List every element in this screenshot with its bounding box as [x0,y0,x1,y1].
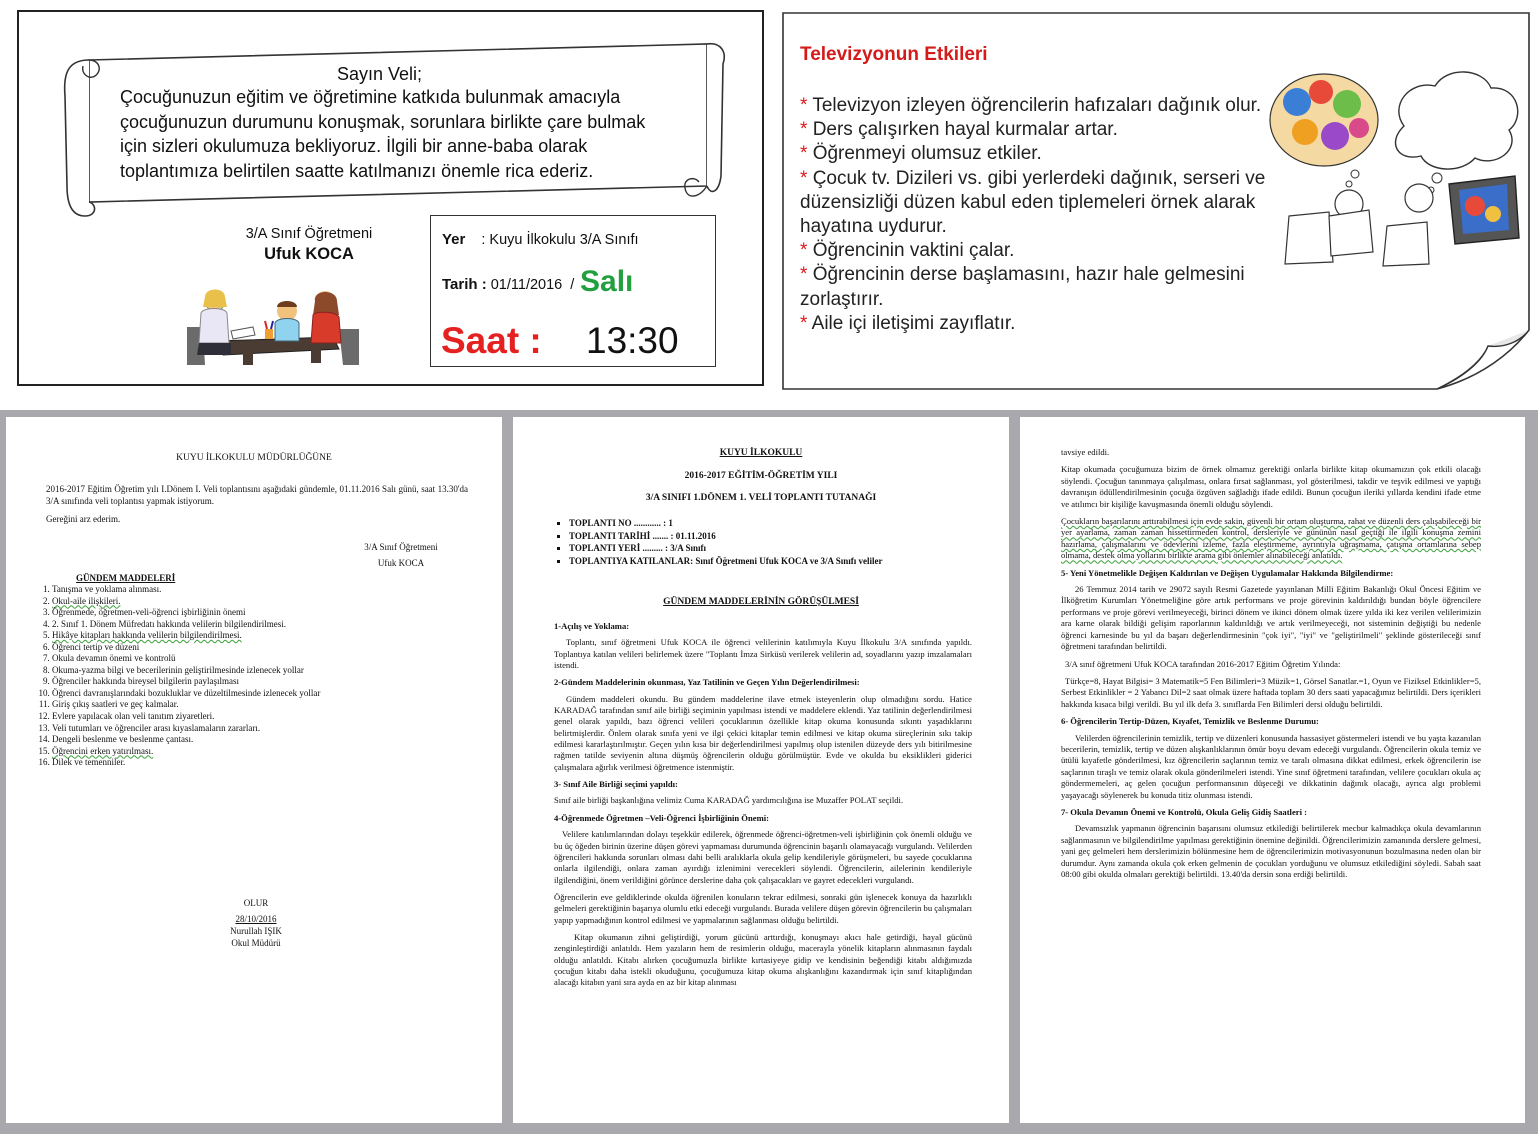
page-heading: KUYU İLKOKULU MÜDÜRLÜĞÜNE [176,453,332,463]
location-label: Yer [442,231,466,248]
bullet-star-icon: * [800,312,808,334]
section-text: Kitap okumada çocuğumuza bizim de örnek olmamız gerektiği onlarla birlikte kitap okumamızın çok etkili olacağı söylendi. Çocuğun tanınmaya çalışılması, onlara fırsat sağlanması, yol gösterilmesi, takdir ve teşvik edilmesi ve yaptığı davranışın ödüllendirilmesinin çocuğa özgüven sağladığı ifade edildi. Bunun çocuğun ileriki yıllarda kendini ifade etme ve atılımcı bir kişiliğe kavuşmasında önemli olduğu söylendi. [1061,464,1481,509]
list-item: 6. Öğrenci tertip ve düzeni [52,642,472,654]
agenda-discussion-title: GÜNDEM MADDELERİNİN GÖRÜŞÜLMESİ [663,597,859,607]
bullet-star-icon: * [800,119,808,141]
section-title: 5- Yeni Yönetmelikle Değişen Kaldırılan ve Değişen Uygulamalar Hakkında Bilgilendirme: [1061,567,1394,578]
section-text: 26 Temmuz 2014 tarih ve 29072 sayılı Resmi Gazetede yayınlanan Milli Eğitim Bakanlığı Okul Öncesi Eğitim ve İlköğretim Kurumları Yönetmeliğine göre artık performans ve proje görevinin kaldırıldığı bundan böyle öğrencilere performans ve proje görevi verilmeyeceği, birinci dönem ve ikinci dönem olmak üzere yılda iki kez verilen velilerimizin ara karne olarak bildiği gelişim raporlarının kaldırıldığı ve artık verilmeyeceği, not sisteminin değiştiği bu nedenle öğrenci karnesinde bu yıl da başarı değerlendirmesinin "çok iyi", "iyi" ve "geliştirilmeli" şeklinde gösterileceği sınıf öğretmeni tarafından belirtildi. [1061,584,1481,652]
date-row [442,276,574,294]
section-text: Devamsızlık yapmanın öğrencinin başarısını olumsuz etkilediği belirtilerek mecbur kalmadıkça okula devamlarının sağlanmasının ve bilgilendirilme yapılması gerektiğinin önemine değinildi. Öğrencilerimizin zamanında derslere gelmesi, yani geç gelmeleri hem derslerimizin bölünmesine hem de öğrencilerimizin motivasyonunun bozulmasına neden olan bir durumdur. Aynı zamanda okula çok erken gelmenin de çocukları yorduğunu ve olumsuz etkilediğini söyledi. Sabah saat 08:00 gibi okulda olmaları gerektiği belirtildi. 13.40'da dersin sona erdiği belirtildi. [1061,823,1481,879]
tv-effects-list [800,94,1275,336]
section-text: 3/A sınıf öğretmeni Ufuk KOCA tarafından 2016-2017 Eğitim Öğretim Yılında: [1065,658,1341,669]
document-page-minutes-continued [1020,417,1525,1123]
list-item: * Öğrencinin derse başlamasını, hazır hale gelmesini zorlaştırır. [800,264,1245,310]
invitation-line: Çocuğunuzun eğitim ve öğretimine katkıda bulunmak amacıyla [120,87,621,107]
section-title: 6- Öğrencilerin Tertip-Düzen, Kıyafet, Temizlik ve Beslenme Durumu: [1061,716,1319,727]
section-text: Toplantı, sınıf öğretmeni Ufuk KOCA ile öğrenci velilerinin katılımıyla Kuyu İlkokulu 3/A sınıfında yapıldı. Toplantıya katılan velileri belirlemek üzere "Toplantı İmza Sirküsü verilerek velilerin ad, soyadlarını yazıp imzalamaları istendi. [554,637,972,671]
tv-effects-card [782,12,1530,390]
list-item: * Öğrencinin vaktini çalar. [800,240,1015,262]
section-text: tavsiye edildi. [1061,447,1110,457]
petition-body [46,483,468,531]
tv-thought-bubble-illustration-icon [1269,66,1524,271]
list-item: ▪ TOPLANTIYA KATILANLAR: Sınıf Öğretmeni Ufuk KOCA ve 3/A Sınıfı veliler [569,555,985,568]
date-value: 01/11/2016 [490,277,563,293]
list-item: 5. Hikâye kitapları hakkında velilerin bilgilendirilmesi. [52,630,472,642]
minutes-body [554,615,972,995]
teacher-name: Ufuk KOCA [264,245,354,263]
minutes-body-continued [1061,447,1481,886]
list-item: 11. Giriş çıkış saatleri ve geç kalmalar. [52,699,472,711]
tv-title: Televizyonun Etkileri [800,44,988,65]
parent-teacher-illustration-icon [183,287,363,369]
list-item: 12. Evlere yapılacak olan veli tanıtım ziyaretleri. [52,711,472,723]
list-item: * Televizyon izleyen öğrencilerin hafızaları dağınık olur. [800,95,1262,116]
agenda-title: GÜNDEM MADDELERİ [76,573,176,583]
time-value: 13:30 [586,320,679,361]
date-separator: / [570,277,575,293]
bullet-star-icon: * [800,143,808,165]
principal-name: Nurullah IŞIK [230,926,282,936]
list-item: ▪ TOPLANTI TARİHİ ....... : 01.11.2016 [569,530,985,543]
list-item: 8. Okuma-yazma bilgi ve becerilerinin geliştirilmesinde izlenecek yollar [52,665,472,677]
section-text: Velilerden öğrencilerinin temizlik, tertip ve düzenleri konusunda hassasiyet göstermeleri istendi ve bu yaşta kazanılan becerilerin, temizlik, tertip ve düzen alışkanlıklarının ömür boyu devam edeceği vurgulandı. Öğrencilerin okula temiz ve ütülü kıyafetle gönderilmesi, kız öğrencilerin saçlarının temiz ve taralı olmasına dikkat edilmesi, erkek öğrencilerin ise saçlarının tıraşlı ve temiz olarak okula gönderilmeleri istendi. Yine sınıf öğretmeni tarafından, velilere çocukları okula aç göndermemeleri, aç gelen çocuğun performansının düşeceği ve dikkatinin dağınık olacağı, ayrıca algı problemi yaşayacağı söylenerek bu konuda titiz olunması istendi. [1061,732,1481,800]
invitation-body [120,85,680,183]
list-item: 2. Okul-aile ilişkileri. [52,596,472,608]
section-text: Velilere katılımlarından dolayı teşekkür edilerek, öğrenmede öğrenci-öğretmen-veli işbirliğinin çok önemli olduğu ve bu üç öğeden birinin üzerine düşen görevi yapmaması durumunda öğrencinin başarılı olamayacağı vurgulandı. Velilerden öğrencileri hakkında sorunları olması dahi belli aralıklarla okula gelip kendileriyle görüşmeleri, bu sayede çocuklarına onlarla ilgilendiği, onlara zaman ayırdığı izlenimini verecekleri söylendi. Öğrencilerin, ailelerinin kendileriyle ilgilendiğini, önem verildiğini görünce derslerine daha çok çalışacakları ve gayret edecekleri vurgulandı. [554,829,972,885]
document-page-minutes [513,417,1009,1123]
section-title: 3- Sınıf Aile Birliği seçimi yapıldı: [554,779,678,790]
list-item: 15. Öğrencini erken yatırılması. [52,746,472,758]
document-page-petition [6,417,502,1123]
invitation-line: çocuğunuzun durumunu konuşmak, sorunlara birlikte çare bulmak [120,111,646,132]
agenda-list [32,584,472,769]
teacher-class: 3/A Sınıf Öğretmeni [245,226,373,242]
school-name: KUYU İLKOKULU [719,448,803,458]
section-title: 7- Okula Devamın Önemi ve Kontrolü, Okula Geliş Gidiş Saatleri : [1061,806,1307,817]
list-item: ▪ TOPLANTI NO ............ : 1 [569,517,985,530]
minutes-title: 3/A SINIFI 1.DÖNEM 1. VELİ TOPLANTI TUTANAĞI [645,493,877,503]
section-title: 1-Açılış ve Yoklama: [554,621,630,631]
list-item: 10. Öğrenci davranışlarındaki bozukluklar ve düzeltilmesinde izlenecek yollar [52,688,472,700]
list-item: 3. Öğrenmede, öğretmen-veli-öğrenci işbirliğinin önemi [52,607,472,619]
invitation-line: toplantımıza belirtilen saatte katılmanızı önemle rica ederiz. [120,160,594,181]
section-text: Öğrencilerin eve geldiklerinde okulda öğrenilen konuların tekrar edilmesi, sonraki gün işlenecek konuya da hazırlıklı gelmeleri gerektiğinin başarıya olumlu etki edeceği vurgulandı. Burada velilere düşen görevin öğrencilerin bu çalışmaları yapıp yapmadığının kontrol edilmesi ve yapmalarının sağlanması olduğu belirtildi. [554,891,972,925]
location-value: : Kuyu İlkokulu 3/A Sınıfı [481,232,639,248]
list-item: 1. Tanışma ve yoklama alınması. [52,584,472,596]
day-label: Salı [580,265,634,298]
list-item: 16. Dilek ve temenniler. [52,757,472,769]
list-item: 14. Dengeli beslenme ve beslenme çantası. [52,734,472,746]
section-text: Çocukların başarılarını arttırabilmesi için evde sakin, güvenli bir ortam oluşturma, rahat ve düzenli ders çalışabileceği bir yer ayarlama, zaman zaman hissettirmeden kontrol, dersleriyle ve gününün nasıl geçtiği ile ilgili konuşma zemini hazırlama, çalışmalarını ve ödevlerini izleme, fazla eleştirmeme, ayrıntıyla uğraşmama, çatışma ortamlarına sebep olmama, destek olma yollarını birlikte arama gibi önlemler alınabileceği anlatıldı. [1061,516,1481,561]
bullet-star-icon: * [800,167,808,189]
list-item: * Çocuk tv. Dizileri vs. gibi yerlerdeki dağınık, serseri ve düzensizliği düzen kabul eden tiplemeleri örnek alarak hayatına uydurur. [800,167,1266,238]
greeting: Sayın Veli; [337,64,423,84]
meeting-meta [555,517,985,567]
school-year: 2016-2017 EĞİTİM-ÖĞRETİM YILI [684,471,838,481]
date-label: Tarih : [442,276,487,293]
petition-intro: 2016-2017 Eğitim Öğretim yılı I.Dönem I. Veli toplantısını aşağıdaki gündemle, 01.11.2016 Salı günü, saat 13.30'da 3/A sınıfında veli toplantısı yapmak istiyorum. [46,484,468,506]
principal-title: Okul Müdürü [231,938,281,948]
invitation-card [17,10,764,386]
list-item: 4. 2. Sınıf 1. Dönem Müfredatı hakkında velilerin bilgilendirilmesi. [52,619,472,631]
section-text: Kitap okumanın zihni geliştirdiği, yorum gücünü arttırdığı, konuşmayı akıcı hale getirdiği, hayal gücünü zenginleştirdiği anlatıldı. Hem yazıların hem de resimlerin olduğu, macerayla yönelik kitapların alınmasının faydalı olduğu anlatıldı. Kitabı alırken çocuğumuzla birlikte kırtasiyeye gidip ve kendisinin beğendiği kitabı aldığımızda çocuğun kitabı daha istekli okuduğunu, çocuğumuza kitap okuma alışkanlığını kazandırmak için sınıf kitaplığından alacağı kitabın yani sıra ayda en az bir kitap alınması [554,931,972,988]
meeting-info-box [430,215,716,367]
location-row [442,231,639,249]
section-text: Gündem maddeleri okundu. Bu gündem maddelerine ilave etmek isteyenlerin olup olmadığını sordu. Hatice KARADAĞ tarafından sınıf aile birliği seçiminin yapılması istendi ve maddelere eklendi. Yaz tatilinin değerlendirilmesi genel olarak yapıldı, bazı öğrenci velileri çocuklarının özellikle kitap okuma konusunda sıkıntı yaşadıklarını belirtmişlerdir. Önlem olarak sınıfa yeni ve ilgi çekici kitaplar temin edilmesi ve kitap okuma süreçlerinin sıkı takip edilmesi kararlaştırılmıştır. Geçen yılın kısa bir değerlendirilmesi yapılmış olup istenilen düzeyde ders yılı bitirilmesine rağmen tatilde seviyenin altına düşmüş öğrencilerin olduğu görülmüştür. Evde ve okulda bu eksiklikleri giderici çalışmalara ağırlık verilmesi öğretmence istenmiştir. [554,693,972,772]
signature-block [336,541,466,569]
approval-block [206,897,306,949]
bullet-star-icon: * [800,264,808,286]
list-item: * Ders çalışırken hayal kurmalar artar. [800,119,1118,141]
invitation-line: için sizleri okulumuza bekliyoruz. İlgili bir anne-baba olarak [120,136,588,156]
petition-request: Gereğini arz ederim. [46,514,121,524]
list-item: ▪ TOPLANTI YERİ ......... : 3/A Sınıfı [569,542,985,555]
section-title: 4-Öğrenmede Öğretmen –Veli-Öğrenci İşbirliğinin Önemi: [554,812,769,823]
list-item: 13. Veli tutumları ve öğrenciler arası kıyaslamaların zararları. [52,723,472,735]
bullet-star-icon: * [800,95,808,116]
bullet-star-icon: * [800,240,808,262]
signer-name: Ufuk KOCA [377,558,425,568]
list-item: * Aile içi iletişimi zayıflatır. [800,312,1016,334]
approval-date: 28/10/2016 [235,914,277,924]
list-item: 7. Okula devamın önemi ve kontrolü [52,653,472,665]
approval-label: OLUR [243,898,269,908]
section-text: Türkçe=8, Hayat Bilgisi= 3 Matematik=5 Fen Bilimleri=3 Müzik=1, Görsel Sanatlar.=1, Oyun ve Fiziksel Etkinlikler=5, Serbest Etkinlikler = 2 Yabancı Dil=2 saat olmak üzere haftada toplam 30 ders saati yapacağımız belirtildi. Ders içerikleri hakkında kısaca bilgi verildi. Bu yıl ilk defa 3. sınıflarda Fen Bilimleri dersi olduğu belirtildi. [1061,675,1481,709]
section-text: Sınıf aile birliği başkanlığına velimiz Cuma KARADAĞ yardımcılığına ise Muzaffer POLAT seçildi. [554,795,904,806]
time-label: Saat : [441,320,542,361]
section-title: 2-Gündem Maddelerinin okunması, Yaz Tatilinin ve Geçen Yılın Değerlendirilmesi: [554,677,860,688]
list-item: 9. Öğrenciler hakkında bireysel bilgilerin paylaşılması [52,676,472,688]
list-item: * Öğrenmeyi olumsuz etkiler. [800,143,1042,165]
signer-title: 3/A Sınıf Öğretmeni [364,542,438,552]
